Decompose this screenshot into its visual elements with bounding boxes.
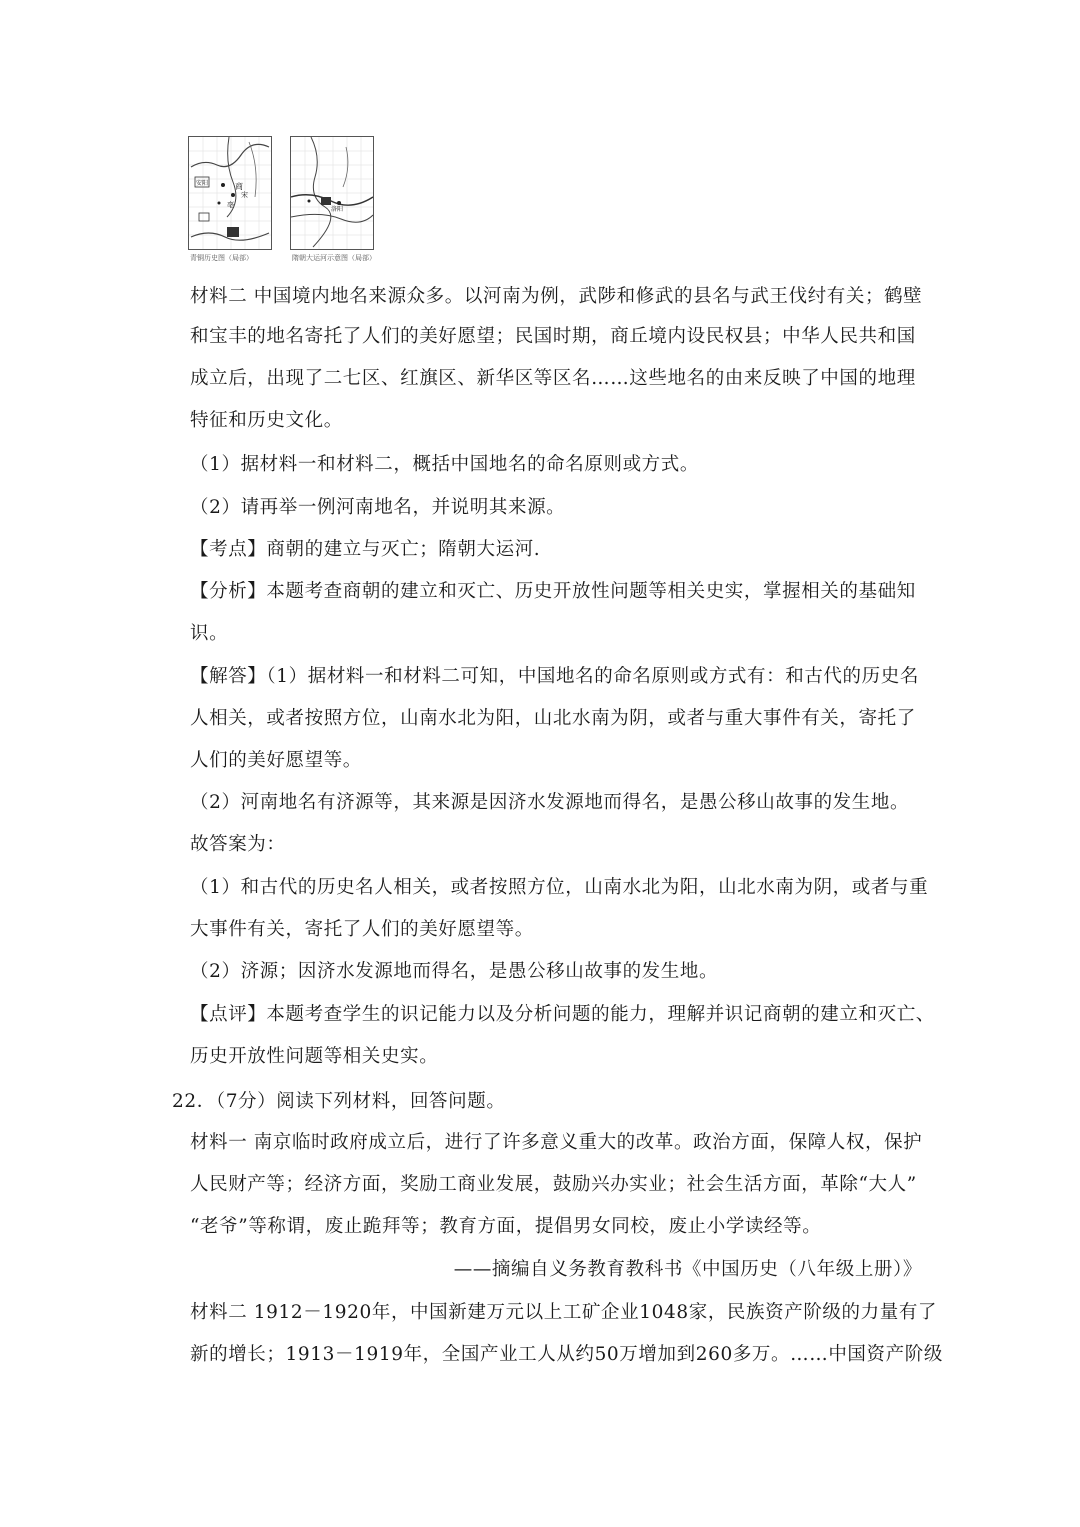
jieda-line-1: 【解答】（1）据材料一和材料二可知，中国地名的命名原则或方式有：和古代的历史名	[190, 666, 919, 687]
map-label-luoyang: 洛阳	[331, 206, 344, 213]
jieda-line-4: （2）河南地名有济源等，其来源是因济水发源地而得名，是愚公移山故事的发生地。	[190, 792, 910, 813]
map-label-shang: 商	[235, 182, 243, 191]
left-map-caption: 青铜历史图（局部）	[190, 254, 253, 262]
kaodian: 【考点】商朝的建立与灭亡；隋朝大运河.	[190, 539, 541, 560]
q22-material1-line-3: “老爷”等称谓，废止跪拜等；教育方面，提倡男女同校，废止小学读经等。	[190, 1216, 822, 1237]
question-22-title: 22．（7分）阅读下列材料，回答问题。	[172, 1091, 506, 1112]
q22-material1-line-1: 材料一 南京临时政府成立后，进行了许多意义重大的改革。政治方面，保障人权，保护	[190, 1132, 923, 1153]
dianping-line-2: 历史开放性问题等相关史实。	[190, 1046, 439, 1067]
map-figures	[186, 136, 386, 268]
fenxi-line-1: 【分析】本题考查商朝的建立和灭亡、历史开放性问题等相关史实，掌握相关的基础知	[190, 581, 916, 602]
jieda-line-7: 大事件有关，寄托了人们的美好愿望等。	[190, 919, 534, 940]
q22-material2-line-1: 材料二 1912－1920年，中国新建万元以上工矿企业1048家，民族资产阶级的力量有了	[190, 1302, 938, 1323]
dianping-line-1: 【点评】本题考查学生的识记能力以及分析问题的能力，理解并识记商朝的建立和灭亡、	[190, 1004, 935, 1025]
shang-map-figure	[188, 136, 272, 250]
material2-line-4: 特征和历史文化。	[190, 410, 343, 431]
fenxi-line-2: 识。	[190, 623, 229, 644]
q22-material2-line-2: 新的增长；1913－1919年，全国产业工人从约50万增加到260多万。……中国资产阶级	[190, 1344, 943, 1365]
shang-map-drawing	[189, 137, 271, 249]
material2-line-3: 成立后，出现了二七区、红旗区、新华区等区名……这些地名的由来反映了中国的地理	[190, 368, 916, 389]
jieda-line-8: （2）济源；因济水发源地而得名，是愚公移山故事的发生地。	[190, 961, 719, 982]
question-2: （2）请再举一例河南地名，并说明其来源。	[190, 497, 566, 518]
jieda-line-6: （1）和古代的历史名人相关，或者按照方位，山南水北为阳，山北水南为阴，或者与重	[190, 877, 929, 898]
jieda-line-2: 人相关，或者按照方位，山南水北为阳，山北水南为阴，或者与重大事件有关，寄托了	[190, 708, 916, 729]
canal-map-drawing	[291, 137, 373, 249]
material2-line-1: 材料二 中国境内地名来源众多。以河南为例，武陟和修武的县名与武王伐纣有关；鹤壁	[190, 286, 923, 307]
map-label-bo: 亳	[227, 201, 234, 209]
jieda-line-3: 人们的美好愿望等。	[190, 750, 362, 771]
material2-line-2: 和宝丰的地名寄托了人们的美好愿望；民国时期，商丘境内设民权县；中华人民共和国	[190, 326, 916, 347]
jieda-line-5: 故答案为：	[190, 834, 286, 855]
q22-material1-line-2: 人民财产等；经济方面，奖励工商业发展，鼓励兴办实业；社会生活方面，革除“大人”	[190, 1174, 917, 1195]
question-1: （1）据材料一和材料二，概括中国地名的命名原则或方式。	[190, 454, 699, 475]
right-map-caption: 隋朝大运河示意图（局部）	[292, 254, 376, 262]
canal-map-figure	[290, 136, 374, 250]
map-label-anyang: 安阳	[196, 180, 209, 187]
map-label-song: 宋	[241, 191, 248, 199]
q22-source: ——摘编自义务教育教科书《中国历史（八年级上册）》	[453, 1259, 922, 1280]
